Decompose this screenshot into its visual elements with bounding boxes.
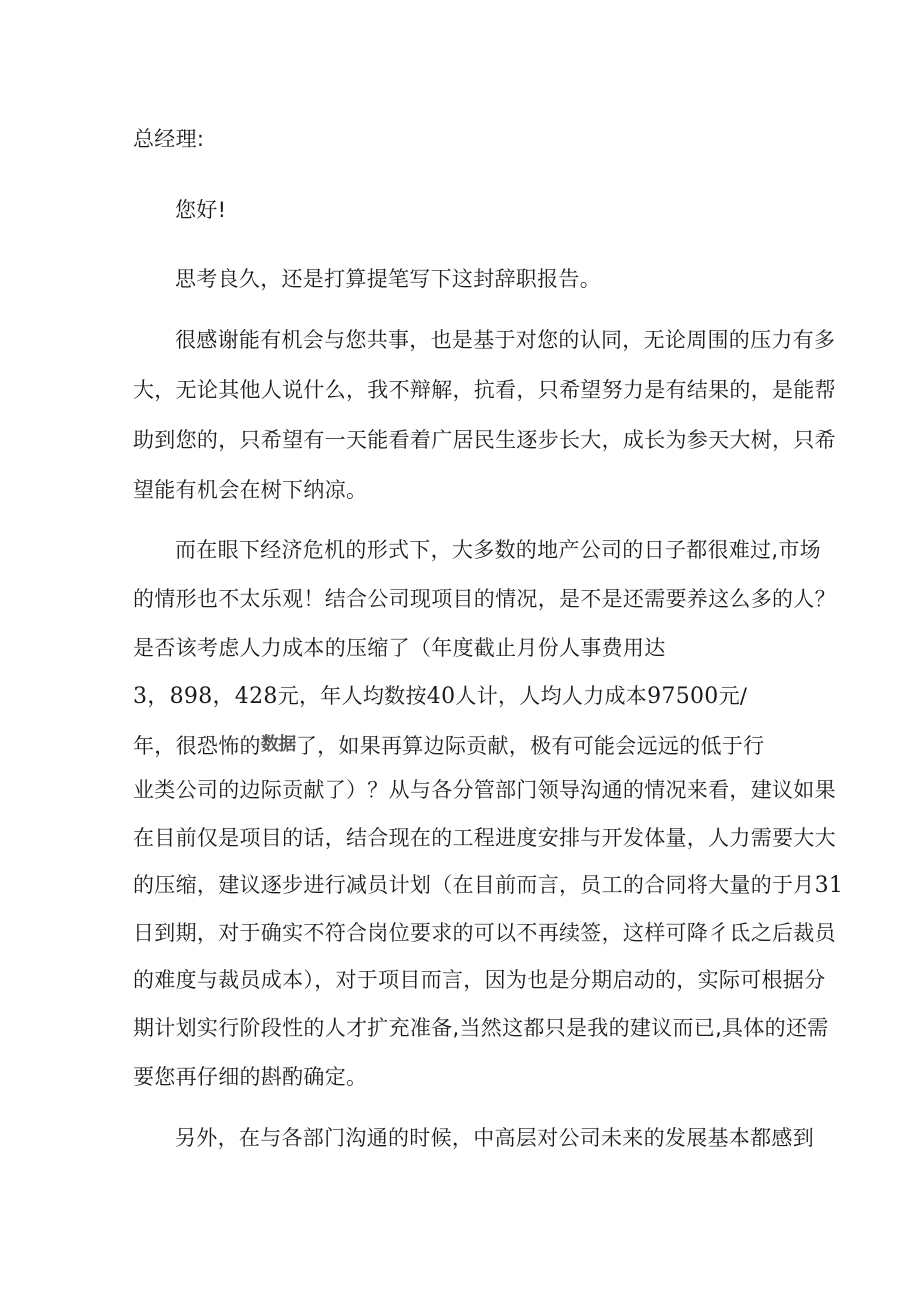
paragraph-1: 思考良久，还是打算提笔写下这封辞职报告。 bbox=[175, 267, 601, 291]
day-number: 31 bbox=[814, 873, 844, 898]
paragraph-3-line bbox=[133, 733, 764, 761]
paragraph-3-line bbox=[133, 683, 747, 710]
paragraph-3-line: 而在眼下经济危机的形式下，大多数的地产公司的日子都很难过,市场 bbox=[175, 538, 821, 562]
text-segment: 的压缩，建议逐步进行减员计划（在目前而言，员工的合同将大量的于月 bbox=[133, 873, 815, 897]
paragraph-3-line: 是否该考虑人力成本的压缩了（年度截止月份人事费用达 bbox=[133, 636, 666, 660]
greeting: 您好! bbox=[175, 198, 227, 222]
paragraph-3-line: 日到期，对于确实不符合岗位要求的可以不再续签，这样可降彳氐之后裁员 bbox=[133, 921, 836, 945]
paragraph-3-line: 的情形也不太乐观！结合公司现项目的情况，是不是还需要养这么多的人？ bbox=[133, 587, 836, 611]
paragraph-3-line: 的难度与裁员成本），对于项目而言，因为也是分期启动的，实际可根据分 bbox=[133, 968, 826, 992]
paragraph-3-line: 要您再仔细的斟酌确定。 bbox=[133, 1065, 368, 1089]
per-capita-cost: 97500 bbox=[647, 684, 719, 709]
data-stamp: 数据 bbox=[260, 734, 296, 755]
paragraph-4: 另外，在与各部门沟通的时候，中高层对公司未来的发展基本都感到 bbox=[175, 1126, 814, 1150]
text-segment: 人计，人均人力成本 bbox=[455, 684, 648, 708]
paragraph-3-line: 在目前仅是项目的话，结合现在的工程进度安排与开发体量，人力需要大大 bbox=[133, 826, 836, 850]
text-segment: 元/ bbox=[718, 684, 748, 708]
paragraph-2-line: 大，无论其他人说什么，我不辩解，抗看，只希望努力是有结果的，是能帮 bbox=[133, 378, 836, 402]
text-segment: 年，很恐怖的 bbox=[133, 734, 261, 758]
salutation: 总经理: bbox=[133, 127, 205, 151]
text-segment: 元，年人均数按 bbox=[277, 684, 427, 708]
paragraph-3-line: 期计划实行阶段性的人才扩充准备,当然这都只是我的建议而已,具体的还需 bbox=[133, 1016, 829, 1040]
headcount-number: 40 bbox=[426, 684, 456, 709]
paragraph-2-line: 望能有机会在树下纳凉。 bbox=[133, 478, 368, 502]
paragraph-3-line bbox=[133, 872, 843, 899]
paragraph-2-line: 助到您的，只希望有一天能看着广居民生逐步长大，成长为参天大树，只希 bbox=[133, 428, 836, 452]
paragraph-3-line: 业类公司的边际贡献了）？从与各分管部门领导沟通的情况来看，建议如果 bbox=[133, 778, 836, 802]
text-segment: 了，如果再算边际贡献，极有可能会远远的低于行 bbox=[295, 734, 765, 758]
personnel-cost-amount: 3，898，428 bbox=[133, 684, 278, 709]
paragraph-2-line: 很感谢能有机会与您共事，也是基于对您的认同，无论周围的压力有多 bbox=[175, 328, 836, 352]
